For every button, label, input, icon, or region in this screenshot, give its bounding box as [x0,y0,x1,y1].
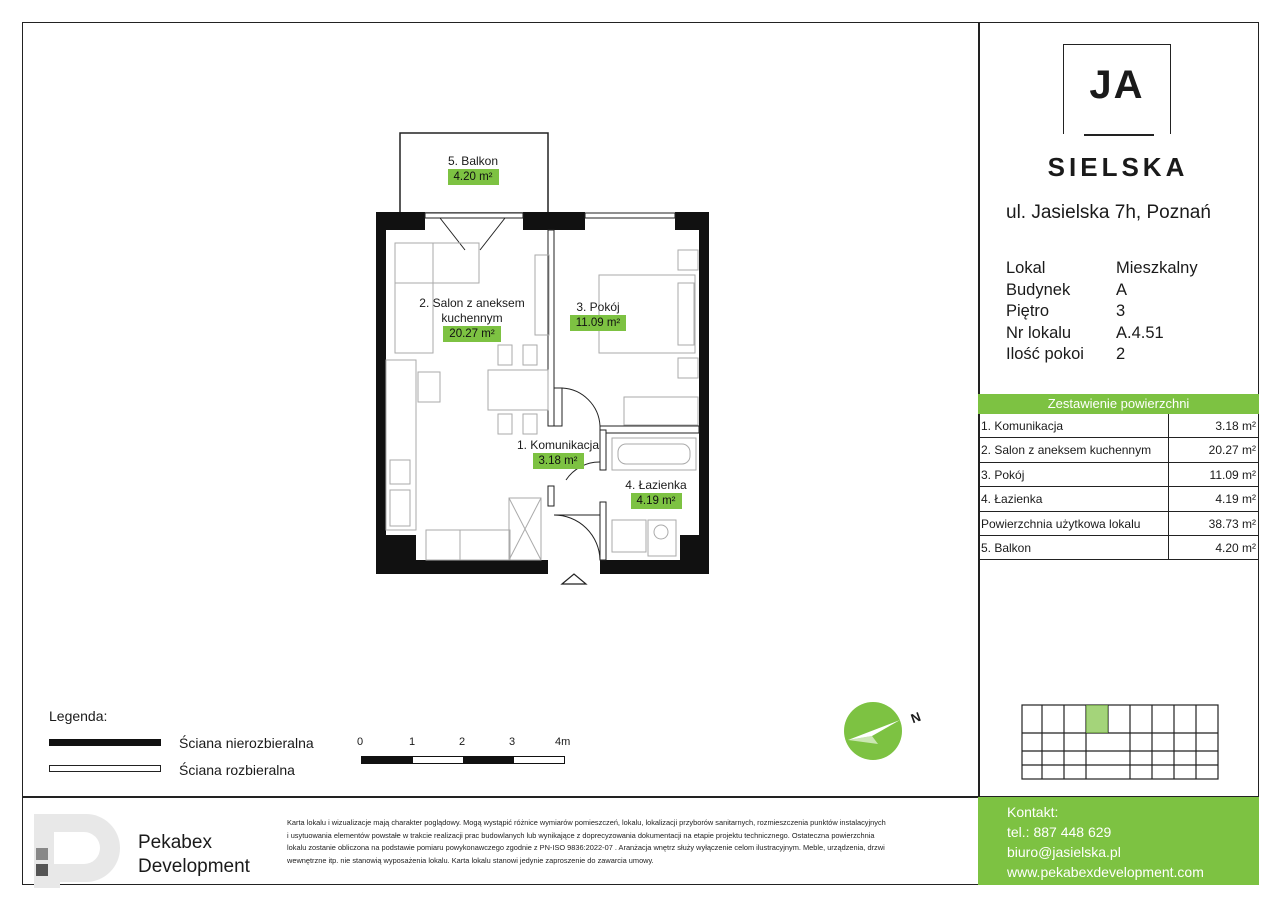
brand-logo [1063,44,1171,134]
info-key: Piętro [1006,302,1050,320]
unit-info [1006,258,1198,366]
legend-label-removable: Ściana rozbieralna [179,762,295,778]
surface-value: 11.09 m² [1209,467,1256,482]
disclaimer-line: wewnętrzne itp. nie stanowią wyposażenia lokalu. Karta lokalu stanowi jedynie zaproszenie do zawarcia umowy. [287,855,654,865]
room-lazienka [618,478,694,509]
scale-tick: 2 [459,736,466,748]
legend-swatch-removable [49,765,161,772]
developer-name-line1: Pekabex [138,832,212,853]
disclaimer-line: lokalu zostanie obliczona na podstawie pomiaru powykonawczego zgodnie z PN-ISO 9836:2022-07 . Aranżacja wnętrz służy wyłączenie celom ilustracyjnym. Meble, urządzenia, drzwi [287,843,885,852]
surface-table-title: Zestawienie powierzchni [978,394,1259,414]
room-pokoj-area: 11.09 m² [570,315,627,331]
room-lazienka-label: 4. Łazienka [625,478,687,492]
pekabex-logo [34,812,130,888]
room-komunikacja-label: 1. Komunikacja [516,438,600,452]
room-lazienka-area: 4.19 m² [631,493,682,509]
room-salon-label-2: kuchennym [441,311,503,325]
surface-value: 4.19 m² [1215,492,1256,507]
room-pokoj [560,300,636,331]
developer-name-line2: Development [138,856,250,877]
surface-value: 3.18 m² [1215,419,1256,433]
info-value: 2 [1116,345,1126,363]
room-komunikacja-area: 3.18 m² [533,453,584,469]
info-key: Lokal [1006,259,1046,277]
developer-name [138,831,250,879]
legend-title: Legenda: [49,708,108,724]
building-key-plan [1020,703,1220,783]
room-komunikacja [509,438,607,469]
surface-name: 4. Łazienka [978,487,1169,510]
room-balkon-area: 4.20 m² [448,169,499,185]
surface-name: Powierzchnia użytkowa lokalu [978,512,1169,535]
info-key: Ilość pokoi [1006,345,1084,363]
contact-panel [978,797,1259,885]
address: ul. Jasielska 7h, Poznań [1006,202,1211,223]
contact-title: Kontakt: [1007,804,1059,820]
surface-name: 5. Balkon [978,536,1169,559]
info-row [1006,323,1198,345]
table-row [978,438,1259,462]
scale-tick: 4m [555,736,571,748]
surface-value: 38.73 m² [1208,516,1256,531]
compass-north-label: N [908,708,923,727]
scale-segment [514,757,565,763]
legend-swatch-load-bearing [49,739,161,746]
scale-segment [413,757,464,763]
scale-tick: 1 [409,736,416,748]
surface-table [978,394,1259,560]
info-value: A [1116,280,1128,299]
info-row [1006,280,1198,302]
room-balkon [438,154,508,185]
info-row [1006,258,1198,280]
brand-name: SIELSKA [1047,152,1189,182]
compass-icon [842,700,904,762]
table-row [978,536,1259,560]
surface-value: 20.27 m² [1208,443,1256,458]
brand-logo-underline [1084,134,1154,136]
surface-name: 1. Komunikacja [978,414,1169,437]
legend-label-load-bearing: Ściana nierozbieralna [179,735,314,751]
info-value: 3 [1116,302,1126,320]
info-value: Mieszkalny [1116,259,1198,277]
room-balkon-label: 5. Balkon [447,154,499,168]
table-row [978,414,1259,438]
scale-segment [362,757,413,763]
disclaimer-line: i usytuowania elementów powstałe w trakcie realizacji prac budowlanych lub wynikające z doprecyzowania dokumentacji na etapie projektu technicznego. Ostateczna powierzchnia [287,830,875,840]
scale-tick: 3 [509,736,516,748]
disclaimer-line: Karta lokalu i wizualizacje mają charakter poglądowy. Mogą wystąpić różnice wymiarów pomieszczeń, lokalu, lokalizacji przyborów sanitarnych, rozmieszczenia punktów instalacyjnych [287,818,886,827]
info-key: Nr lokalu [1006,323,1072,342]
table-row [978,487,1259,511]
scale-segment [463,757,514,763]
scale-bar [361,756,565,764]
brand-logo-letters: JA [1089,63,1145,107]
room-salon [410,296,534,342]
room-salon-label-1: 2. Salon z aneksem [419,296,525,310]
surface-name: 3. Pokój [978,463,1169,486]
disclaimer [287,817,967,867]
room-pokoj-label: 3. Pokój [576,300,620,314]
contact-phone[interactable]: tel.: 887 448 629 [1007,824,1112,840]
info-value: A.4.51 [1116,323,1164,342]
contact-email[interactable]: biuro@jasielska.pl [1007,844,1121,860]
contact-website[interactable]: www.pekabexdevelopment.com [1007,864,1204,880]
surface-value: 4.20 m² [1215,540,1256,555]
info-key: Budynek [1006,280,1071,299]
table-row [978,512,1259,536]
info-row [1006,301,1198,323]
info-row [1006,344,1198,366]
floor-plan [330,120,730,590]
room-salon-area: 20.27 m² [443,326,500,342]
surface-name: 2. Salon z aneksem kuchennym [978,438,1169,461]
table-row [978,463,1259,487]
scale-tick: 0 [357,736,364,748]
